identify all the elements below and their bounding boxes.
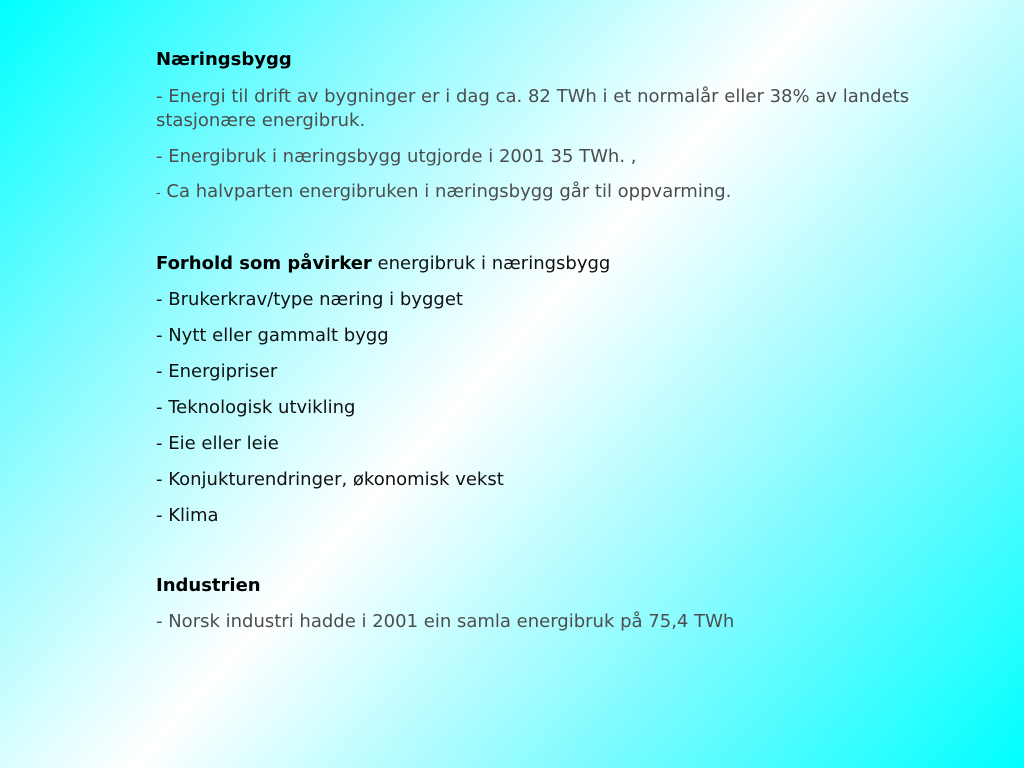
list-item: - Klima xyxy=(156,505,219,526)
text-halvparten-content: Ca halvparten energibruken i næringsbygg går til oppvarming. xyxy=(160,181,732,202)
list-item: - Energipriser xyxy=(156,361,278,382)
list-item: - Eie eller leie xyxy=(156,433,279,454)
text-energibruk-2001: - Energibruk i næringsbygg utgjorde i 2001 35 TWh. , xyxy=(156,146,637,167)
text-industri-2001: - Norsk industri hadde i 2001 ein samla energibruk på 75,4 TWh xyxy=(156,611,735,632)
list-item: - Nytt eller gammalt bygg xyxy=(156,325,389,346)
text-halvparten xyxy=(156,180,731,206)
small-dash: - xyxy=(156,186,161,201)
heading-industrien: Industrien xyxy=(156,575,261,596)
heading-forhold xyxy=(156,252,610,276)
list-item: - Brukerkrav/type næring i bygget xyxy=(156,289,463,310)
list-item: - Konjukturendringer, økonomisk vekst xyxy=(156,469,504,490)
text-energi-drift: - Energi til drift av bygninger er i dag ca. 82 TWh i et normalår eller 38% av landets stasjonære energibruk. xyxy=(156,86,910,131)
list-item: - Teknologisk utvikling xyxy=(156,397,356,418)
heading-forhold-rest: energibruk i næringsbygg xyxy=(371,253,611,274)
heading-forhold-bold: Forhold som påvirker xyxy=(156,253,372,274)
heading-naeringsbygg: Næringsbygg xyxy=(156,49,292,70)
